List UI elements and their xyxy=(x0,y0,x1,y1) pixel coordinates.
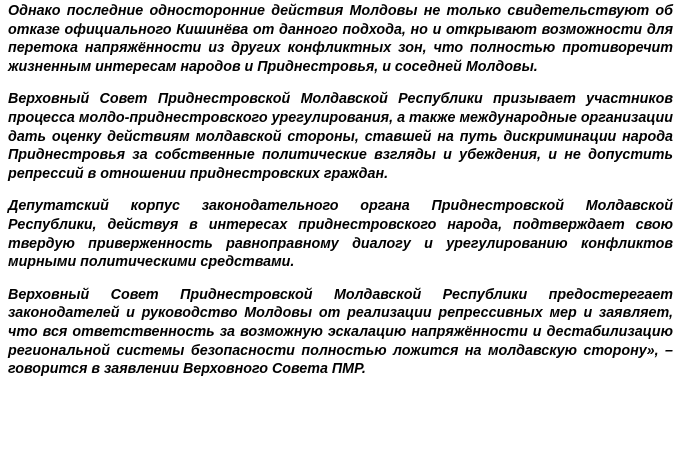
paragraph-4: Верховный Совет Приднестровской Молдавской Республики предостерегает законодателей и руководство Молдовы от реализации репрессивных мер и заявляет, что вся ответственность за возможную эскалацию напряжённости и дестабилизацию региональной системы безопасности полностью ложится на молдавскую сторону», – говорится в заявлении Верховного Совета ПМР. xyxy=(8,286,673,378)
paragraph-3: Депутатский корпус законодательного органа Приднестровской Молдавской Республики, действуя в интересах приднестровского народа, подтверждает свою твердую приверженность равноправному диалогу и урегулированию конфликтов мирными политическими средствами. xyxy=(8,198,673,271)
paragraph-1: Однако последние односторонние действия Молдовы не только свидетельствуют об отказе официального Кишинёва от данного подхода, но и открывают возможности для перетока напряжённости из других конфликтных зон, что полностью противоречит жизненным интересам народов и Приднестровья, и соседней Молдовы. xyxy=(8,3,673,75)
document-body xyxy=(8,2,673,379)
paragraph-2: Верховный Совет Приднестровской Молдавской Республики призывает участников процесса молдо-приднестровского урегулирования, а также международные организации дать оценку действиям молдавской стороны, ставшей на путь дискриминации народа Приднестровья за собственные политические взгляды и убеждения, и не допустить репрессий в отношении приднестровских граждан. xyxy=(8,91,673,182)
